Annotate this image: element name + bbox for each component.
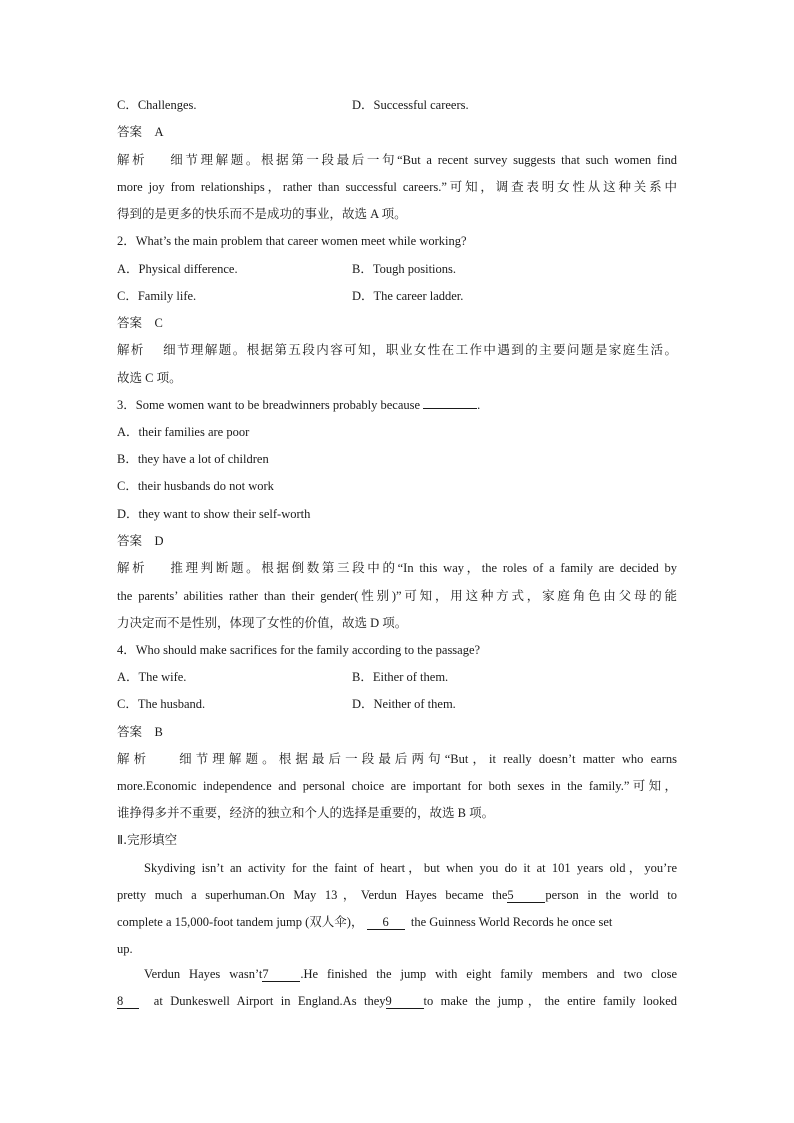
q4-answer [117,724,677,740]
q1-analysis-line1: 解析 细节理解题。根据第一段最后一句“But a recent survey suggests that such women find [117,152,678,167]
q4-options-ab [117,669,677,685]
q2-option-a: A．Physical difference. [117,262,238,276]
passage-p2-line2: 8 at Dunkeswell Airport in England.As they9 to make the jump，the entire family looked [117,994,678,1008]
blank-8[interactable]: 8 [117,995,139,1009]
q1-answer [117,124,677,140]
passage-p1-line2: pretty much a superhuman.On May 13，Verdun Hayes became the5 person in the world to [117,888,677,902]
q4-analysis-line2: more.Economic independence and personal choice are important for both sexes in the family.”可知， [117,779,677,793]
passage-p1-line4: up. [117,942,133,956]
analysis-label: 解析 [117,342,145,357]
analysis-label: 解析 [117,751,151,766]
q1-analysis-line2: more joy from relationships，rather than successful careers.”可知，调查表明女性从这种关系中 [117,180,677,194]
blank-9[interactable]: 9 [386,995,424,1009]
q3-option-a: A．their families are poor [117,425,250,439]
q2-analysis-line1: 解析 细节理解题。根据第五段内容可知，职业女性在工作中遇到的主要问题是家庭生活。 [117,342,677,357]
q1-analysis-line3: 得到的是更多的快乐而不是成功的事业，故选 A 项。 [117,207,407,221]
answer-label: 答案 [117,315,143,330]
q3-analysis-line1: 解析 推理判断题。根据倒数第三段中的“In this way，the roles of a family are decided by [117,560,677,575]
answer-value: B [154,725,163,739]
q2-question: 2．What’s the main problem that career women meet while working? [117,234,467,248]
q3-option-b: B．they have a lot of children [117,452,269,466]
q3-analysis-line2: the parents’ abilities rather than their gender(性别)”可知，用这种方式，家庭角色由父母的能 [117,589,677,603]
q3-analysis-line3: 力决定而不是性别，体现了女性的价值，故选 D 项。 [117,616,408,630]
q2-option-c: C．Family life. [117,289,197,303]
passage-p2-line1: Verdun Hayes wasn’t7 .He finished the jump with eight family members and two close [144,967,677,981]
q2-answer [117,315,677,331]
q2-options-ab [117,261,677,277]
passage-p1-line1: Skydiving isn’t an activity for the faint of heart，but when you do it at 101 years old，you’re [144,861,677,875]
q3-answer-blank [423,408,477,409]
q2-options-cd [117,288,677,304]
q4-option-d: D．Neither of them. [352,697,456,711]
analysis-label: 解析 [117,152,148,167]
q3-answer [117,533,677,549]
answer-value: A [154,125,164,139]
q1-options-cd [117,97,677,113]
answer-value: D [154,534,164,548]
q1-option-d: D．Successful careers. [352,98,469,112]
blank-5[interactable]: 5 [507,889,545,903]
q4-option-c: C．The husband. [117,697,206,711]
q4-option-b: B．Either of them. [352,670,449,684]
q3-question: 3．Some women want to be breadwinners probably because . [117,398,481,412]
q4-question: 4．Who should make sacrifices for the family according to the passage? [117,643,481,657]
q3-option-c: C．their husbands do not work [117,479,274,493]
passage-p1-line3: complete a 15,000-foot tandem jump (双人伞)， 6 the Guinness World Records he once set [117,915,613,929]
q4-options-cd [117,696,677,712]
blank-6[interactable]: 6 [367,916,405,930]
q4-analysis-line3: 谁挣得多并不重要，经济的独立和个人的选择是重要的，故选 B 项。 [117,806,495,820]
q2-option-b: B．Tough positions. [352,262,456,276]
blank-7[interactable]: 7 [262,968,300,982]
answer-label: 答案 [117,124,143,139]
q1-option-c: C．Challenges. [117,98,197,112]
section-title: Ⅱ.完形填空 [117,832,178,847]
answer-label: 答案 [117,724,143,739]
q4-analysis-line1: 解析 细节理解题。根据最后一段最后两句“But，it really doesn’t matter who earns [117,751,677,766]
answer-value: C [154,316,163,330]
q2-option-d: D．The career ladder. [352,289,464,303]
q3-option-d: D．they want to show their self-worth [117,507,311,521]
answer-label: 答案 [117,533,143,548]
q2-analysis-line2: 故选 C 项。 [117,371,182,385]
analysis-label: 解析 [117,560,148,575]
q4-option-a: A．The wife. [117,670,187,684]
